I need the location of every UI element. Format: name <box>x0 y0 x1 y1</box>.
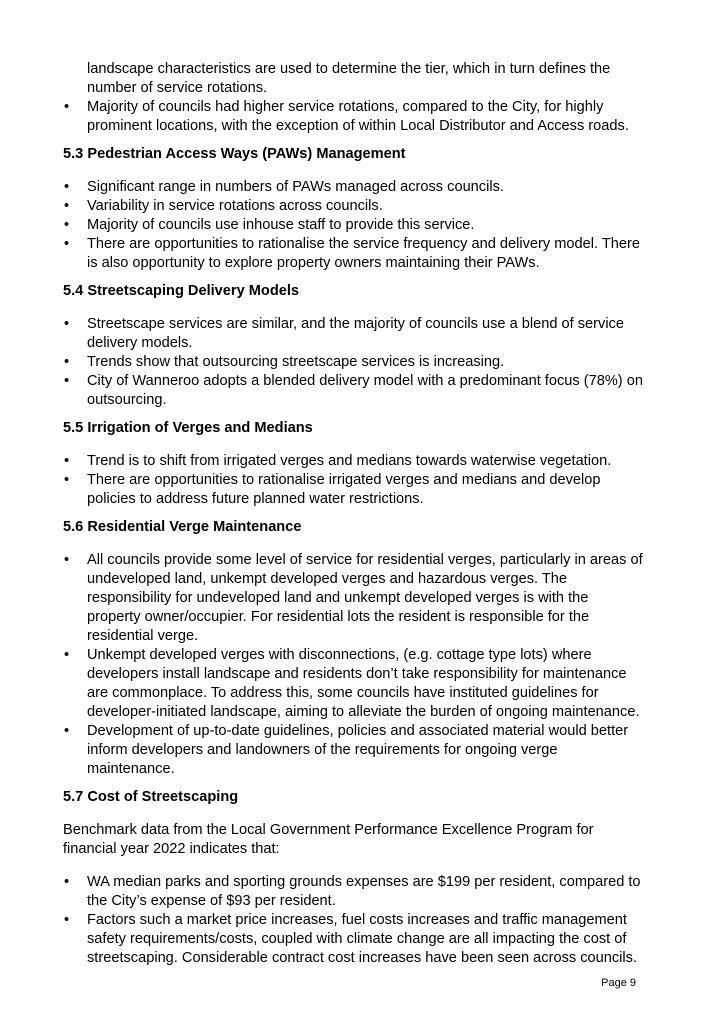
list-item: • Trend is to shift from irrigated verges and medians towards waterwise vegetation. <box>63 452 643 471</box>
section-heading-5-6: 5.6 Residential Verge Maintenance <box>63 519 302 535</box>
list-item: • There are opportunities to rationalise the service frequency and delivery model. There is also opportunity to explore property owners maintaining their PAWs. <box>63 235 643 273</box>
list-item: • Streetscape services are similar, and the majority of councils use a blend of service delivery models. <box>63 315 643 353</box>
bullet-list-5-6 <box>63 551 643 779</box>
list-item: • Unkempt developed verges with disconnections, (e.g. cottage type lots) where developers install landscape and residents don’t take responsibility for maintenance are commonplace. To address this, some councils have instituted guidelines for developer-initiated landscape, aiming to alleviate the burden of ongoing maintenance. <box>63 646 643 722</box>
document-page <box>63 60 643 968</box>
list-item: • Majority of councils use inhouse staff to provide this service. <box>63 216 643 235</box>
list-item: • Variability in service rotations across councils. <box>63 197 643 216</box>
list-item: • WA median parks and sporting grounds expenses are $199 per resident, compared to the City’s expense of $93 per resident. <box>63 873 643 911</box>
continuation-text <box>87 60 643 98</box>
list-item: • Significant range in numbers of PAWs managed across councils. <box>63 178 643 197</box>
section-heading-5-7: 5.7 Cost of Streetscaping <box>63 789 239 805</box>
section-paragraph-5-7: Benchmark data from the Local Government Performance Excellence Program for financial year 2022 indicates that: <box>63 822 594 857</box>
section-heading-5-4: 5.4 Streetscaping Delivery Models <box>63 283 300 299</box>
page-number: Page 9 <box>601 977 636 989</box>
list-item: • Factors such a market price increases, fuel costs increases and traffic management safety requirements/costs, coupled with climate change are all impacting the cost of streetscaping. Considerable contract cost increases have been seen across councils. <box>63 911 643 968</box>
bullet-list-5-4 <box>63 315 643 410</box>
list-item: • City of Wanneroo adopts a blended delivery model with a predominant focus (78%) on outsourcing. <box>63 372 643 410</box>
section-heading-5-3: 5.3 Pedestrian Access Ways (PAWs) Management <box>63 146 406 162</box>
section-heading-5-5: 5.5 Irrigation of Verges and Medians <box>63 420 313 436</box>
intro-bullet-list <box>63 98 643 136</box>
bullet-list-5-7 <box>63 873 643 968</box>
bullet-list-5-3 <box>63 178 643 273</box>
list-item: • Trends show that outsourcing streetscape services is increasing. <box>63 353 643 372</box>
continuation-line: landscape characteristics are used to determine the tier, which in turn defines the <box>87 61 611 77</box>
list-item: • There are opportunities to rationalise irrigated verges and medians and develop policies to address future planned water restrictions. <box>63 471 643 509</box>
bullet-list-5-5 <box>63 452 643 509</box>
list-item: • Development of up-to-date guidelines, policies and associated material would better inform developers and landowners of the requirements for ongoing verge maintenance. <box>63 722 643 779</box>
list-item: • All councils provide some level of service for residential verges, particularly in areas of undeveloped land, unkempt developed verges and hazardous verges. The responsibility for undeveloped land and unkempt developed verges is with the property owner/occupier. For residential lots the resident is responsible for the residential verge. <box>63 551 643 646</box>
continuation-line: number of service rotations. <box>87 80 268 96</box>
list-item: • Majority of councils had higher service rotations, compared to the City, for highly prominent locations, with the exception of within Local Distributor and Access roads. <box>63 98 643 136</box>
